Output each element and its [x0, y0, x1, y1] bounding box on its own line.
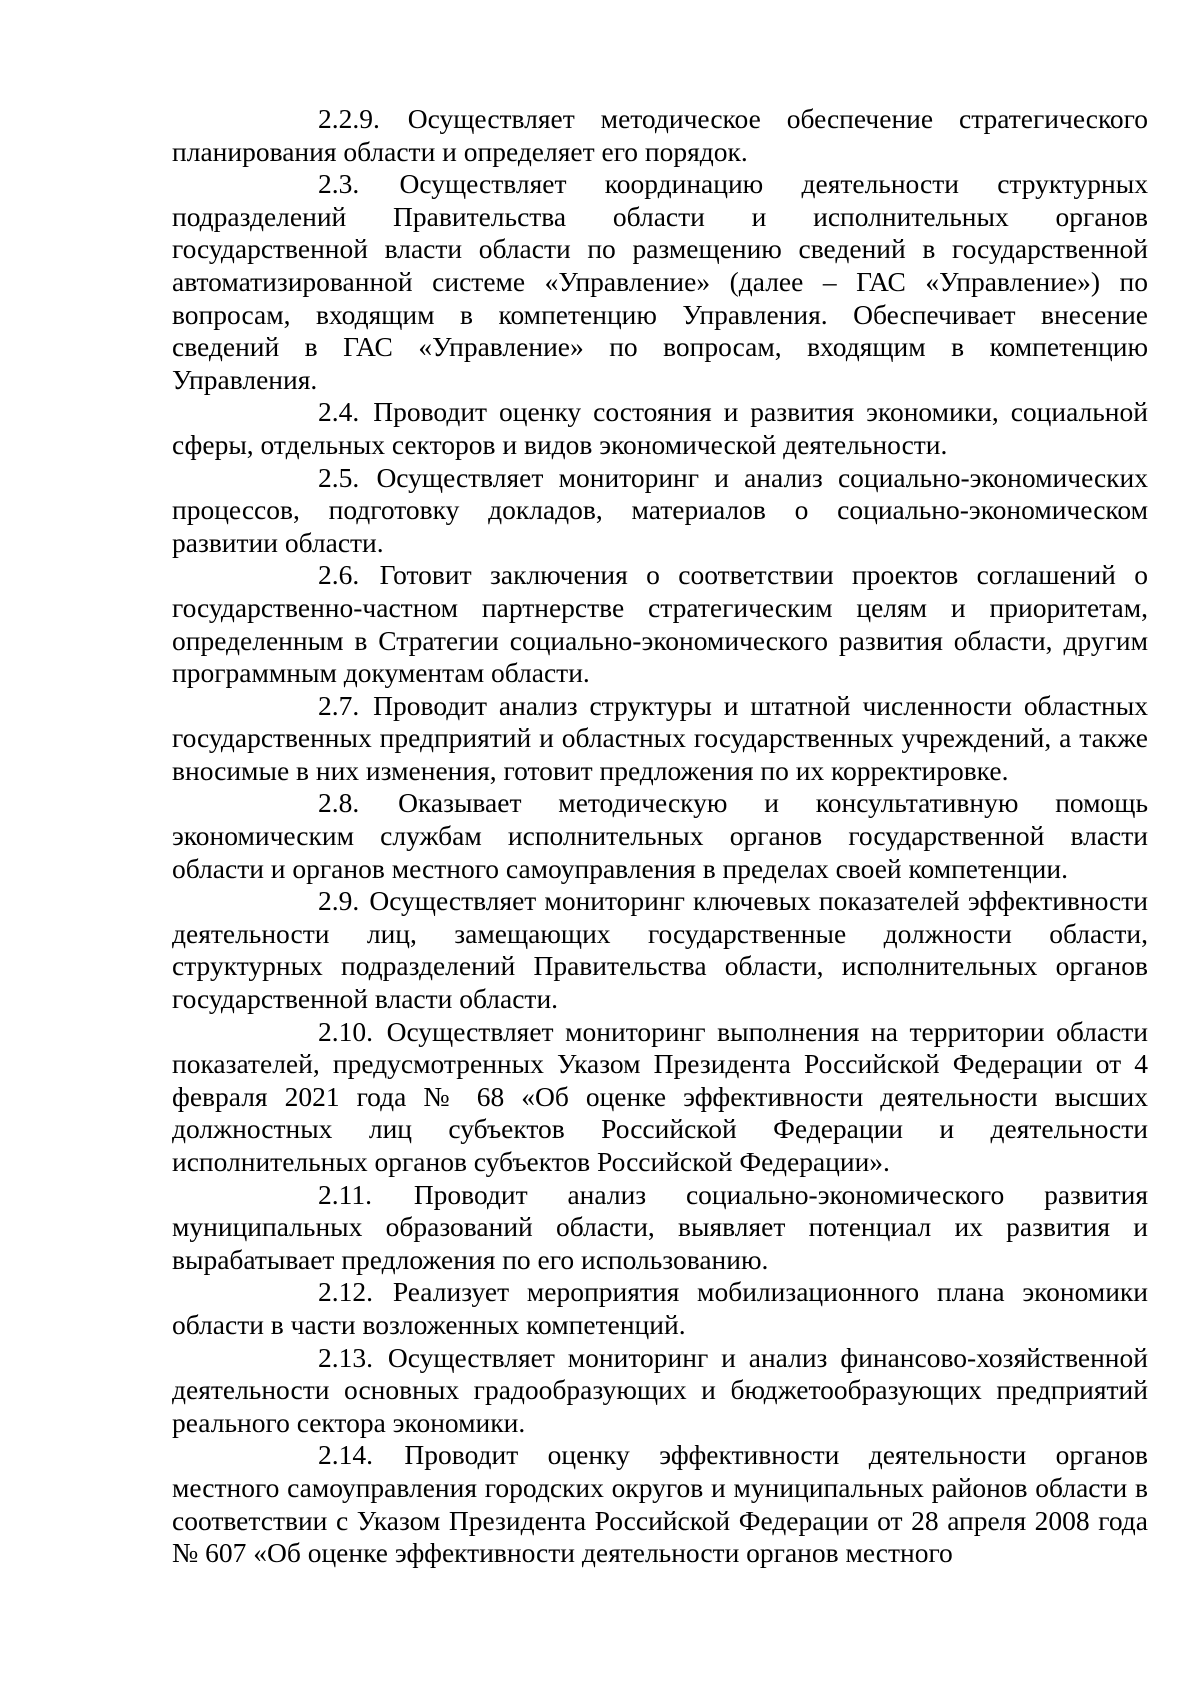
paragraph-text: Проводит оценку эффективности деятельности органов местного самоуправления городских округов и муниципальных районов области в соответствии с Указом Президента Российской Федерации от 28 апреля 2008 года № 607 «Об оценке эффективности деятельности органов местного: [172, 1439, 1149, 1569]
paragraph-text: Осуществляет мониторинг выполнения на территории области показателей, предусмотренных Указом Президента Российской Федерации от 4 февраля 2021 года № 68 «Об оценке эффективности деятельности высших должностных лиц субъектов Российской Федерации и деятельности исполнительных органов субъектов Российской Федерации».: [172, 1015, 1149, 1177]
paragraph-number: 2.10.: [318, 1015, 373, 1047]
paragraph-number: 2.7.: [318, 689, 360, 721]
paragraph-2-13: [172, 1342, 1148, 1440]
paragraph-number: 2.8.: [318, 787, 360, 819]
paragraph-number: 2.12.: [318, 1276, 373, 1308]
paragraph-text: Проводит оценку состояния и развития экономики, социальной сферы, отдельных секторов и видов экономической деятельности.: [172, 396, 1148, 460]
paragraph-2-12: [172, 1276, 1148, 1341]
paragraph-2-5: [172, 462, 1148, 560]
paragraph-text: Готовит заключения о соответствии проектов соглашений о государственно-частном партнерстве стратегическим целям и приоритетам, определенным в Стратегии социально-экономического развития области, другим программным документам области.: [172, 559, 1149, 689]
paragraph-text: Реализует мероприятия мобилизационного плана экономики области в части возложенных компетенций.: [172, 1276, 1149, 1340]
paragraph-text: Осуществляет мониторинг и анализ финансово-хозяйственной деятельности основных градообразующих и бюджетообразующих предприятий реального сектора экономики.: [172, 1341, 1148, 1438]
paragraph-2-11: [172, 1179, 1148, 1277]
paragraph-number: 2.3.: [318, 168, 360, 200]
paragraph-number: 2.14.: [318, 1439, 373, 1471]
paragraph-2-6: [172, 559, 1148, 689]
paragraph-2-2-9: [172, 103, 1148, 168]
paragraph-number: 2.11.: [318, 1178, 372, 1210]
paragraph-text: Осуществляет координацию деятельности структурных подразделений Правительства области и исполнительных органов государственной власти области по размещению сведений в государственной автоматизированной системе «Управление» (далее – ГАС «Управление») по вопросам, входящим в компетенцию Управления. Обеспечивает внесение сведений в ГАС «Управление» по вопросам, входящим в компетенцию Управления.: [172, 168, 1148, 395]
paragraph-text: Оказывает методическую и консультативную помощь экономическим службам исполнительных органов государственной власти области и органов местного самоуправления в пределах своей компетенции.: [172, 787, 1149, 884]
paragraph-number: 2.6.: [318, 559, 360, 591]
paragraph-number: 2.2.9.: [318, 103, 380, 134]
document-page: [172, 103, 1148, 1570]
paragraph-text: Проводит анализ структуры и штатной численности областных государственных предприятий и областных государственных учреждений, а также вносимые в них изменения, готовит предложения по их корректировке.: [172, 689, 1148, 786]
paragraph-number: 2.13.: [318, 1341, 373, 1373]
paragraph-2-14: [172, 1439, 1148, 1569]
paragraph-2-4: [172, 396, 1148, 461]
paragraph-2-8: [172, 787, 1148, 885]
paragraph-number: 2.4.: [318, 396, 360, 428]
paragraph-2-10: [172, 1016, 1148, 1179]
paragraph-number: 2.5.: [318, 461, 360, 493]
paragraph-text: Осуществляет мониторинг ключевых показателей эффективности деятельности лиц, замещающих государственные должности области, структурных подразделений Правительства области, исполнительных органов государственной власти области.: [172, 885, 1148, 1015]
paragraph-text: Осуществляет методическое обеспечение стратегического планирования области и определяет его порядок.: [172, 103, 1148, 167]
paragraph-text: Проводит анализ социально-экономического развития муниципальных образований области, выявляет потенциал их развития и вырабатывает предложения по его использованию.: [172, 1178, 1148, 1275]
paragraph-text: Осуществляет мониторинг и анализ социально-экономических процессов, подготовку докладов, материалов о социально-экономическом развитии области.: [172, 461, 1149, 558]
paragraph-2-3: [172, 168, 1148, 396]
paragraph-2-7: [172, 690, 1148, 788]
paragraph-2-9: [172, 885, 1148, 1015]
paragraph-number: 2.9.: [318, 885, 360, 917]
